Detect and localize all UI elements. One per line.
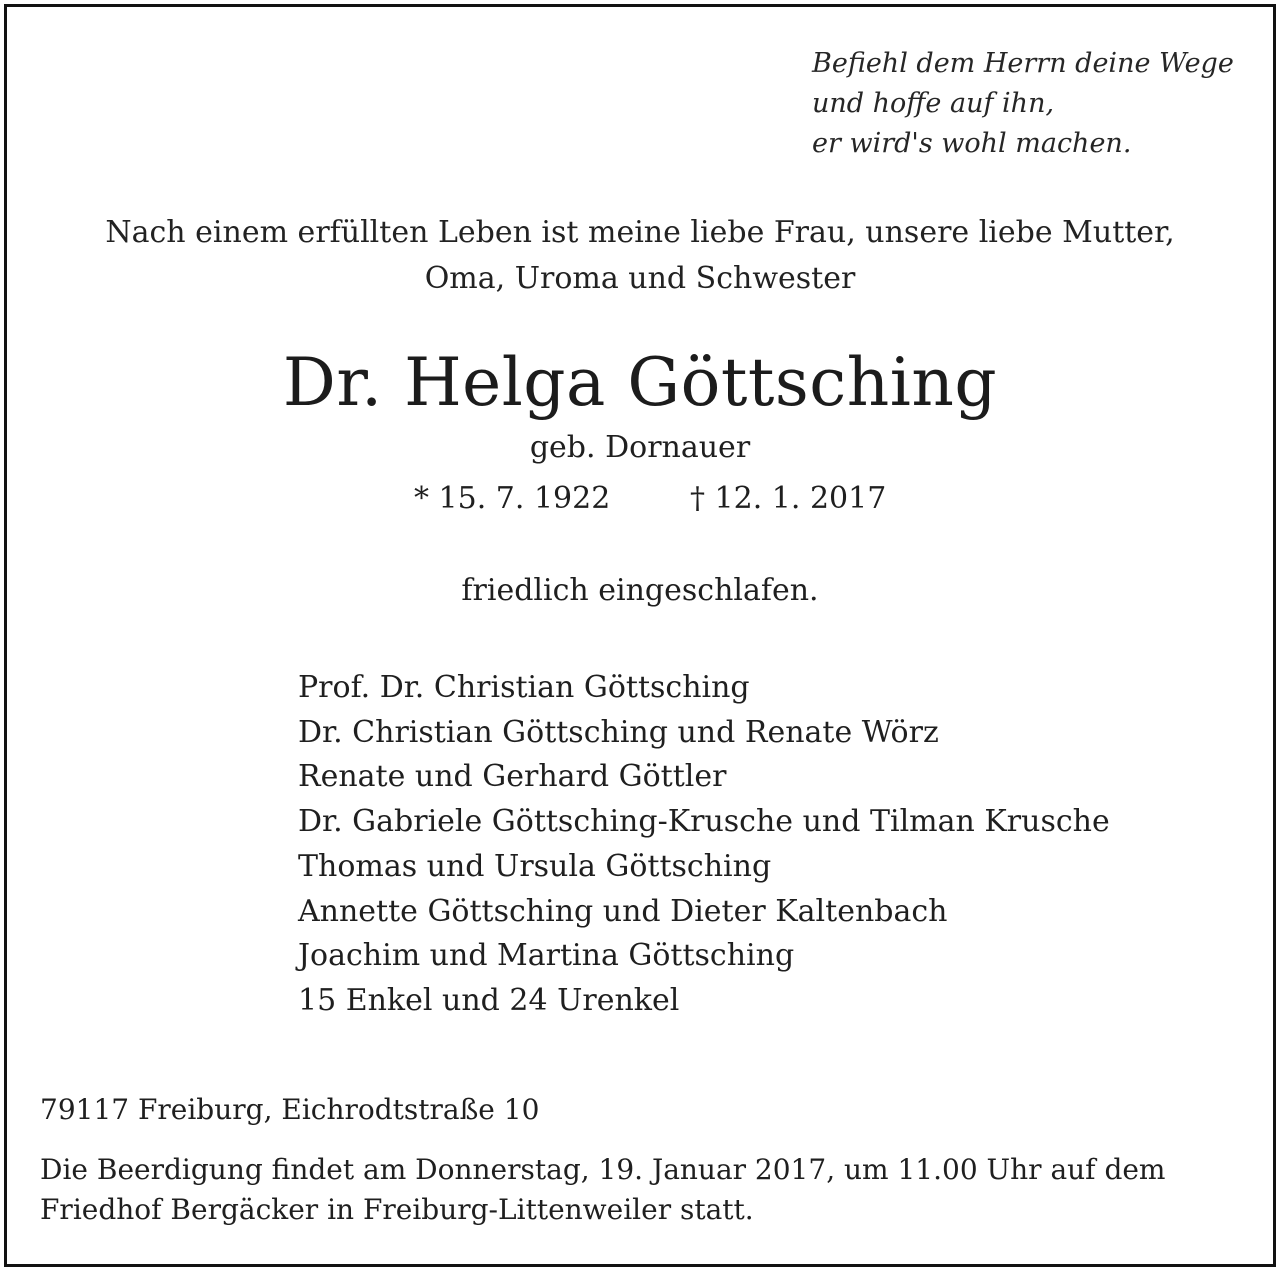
mourner-entry: Joachim und Martina Göttsching [298,938,795,974]
funeral-line: Friedhof Bergäcker in Freiburg-Littenweiler statt. [40,1193,754,1226]
bible-verse [812,44,1234,164]
mourner-entry: Annette Göttsching und Dieter Kaltenbach [298,893,948,929]
mourner-entry: Prof. Dr. Christian Göttsching [298,670,750,705]
intro-text [0,210,1280,302]
mourner-entry: Dr. Christian Göttsching und Renate Wörz [298,714,939,750]
intro-line: Oma, Uroma und Schwester [424,261,856,296]
verse-line: er wird's wohl machen. [812,128,1132,159]
maiden-name: geb. Dornauer [529,430,751,465]
mourner-entry: Thomas und Ursula Göttsching [298,848,772,884]
closing-text: friedlich eingeschlafen. [461,573,819,608]
funeral-info [40,1150,1165,1230]
deceased-name: Dr. Helga Göttsching [282,344,998,421]
verse-line: Befiehl dem Herrn deine Wege [812,48,1234,79]
death-date: † 12. 1. 2017 [690,481,887,516]
mourners-list [298,666,1110,1024]
intro-line: Nach einem erfüllten Leben ist meine liebe Frau, unsere liebe Mutter, [105,215,1175,250]
mourner-entry: Dr. Gabriele Göttsching-Krusche und Tilman Krusche [298,804,1110,840]
mourner-entry: Renate und Gerhard Göttler [298,759,727,795]
verse-line: und hoffe auf ihn, [812,88,1055,119]
funeral-line: Die Beerdigung findet am Donnerstag, 19. Januar 2017, um 11.00 Uhr auf dem [40,1153,1166,1186]
birth-date: * 15. 7. 1922 [414,481,611,516]
notice-border [4,4,1276,1267]
address: 79117 Freiburg, Eichrodtstraße 10 [40,1093,540,1126]
mourner-entry: 15 Enkel und 24 Urenkel [298,982,680,1018]
